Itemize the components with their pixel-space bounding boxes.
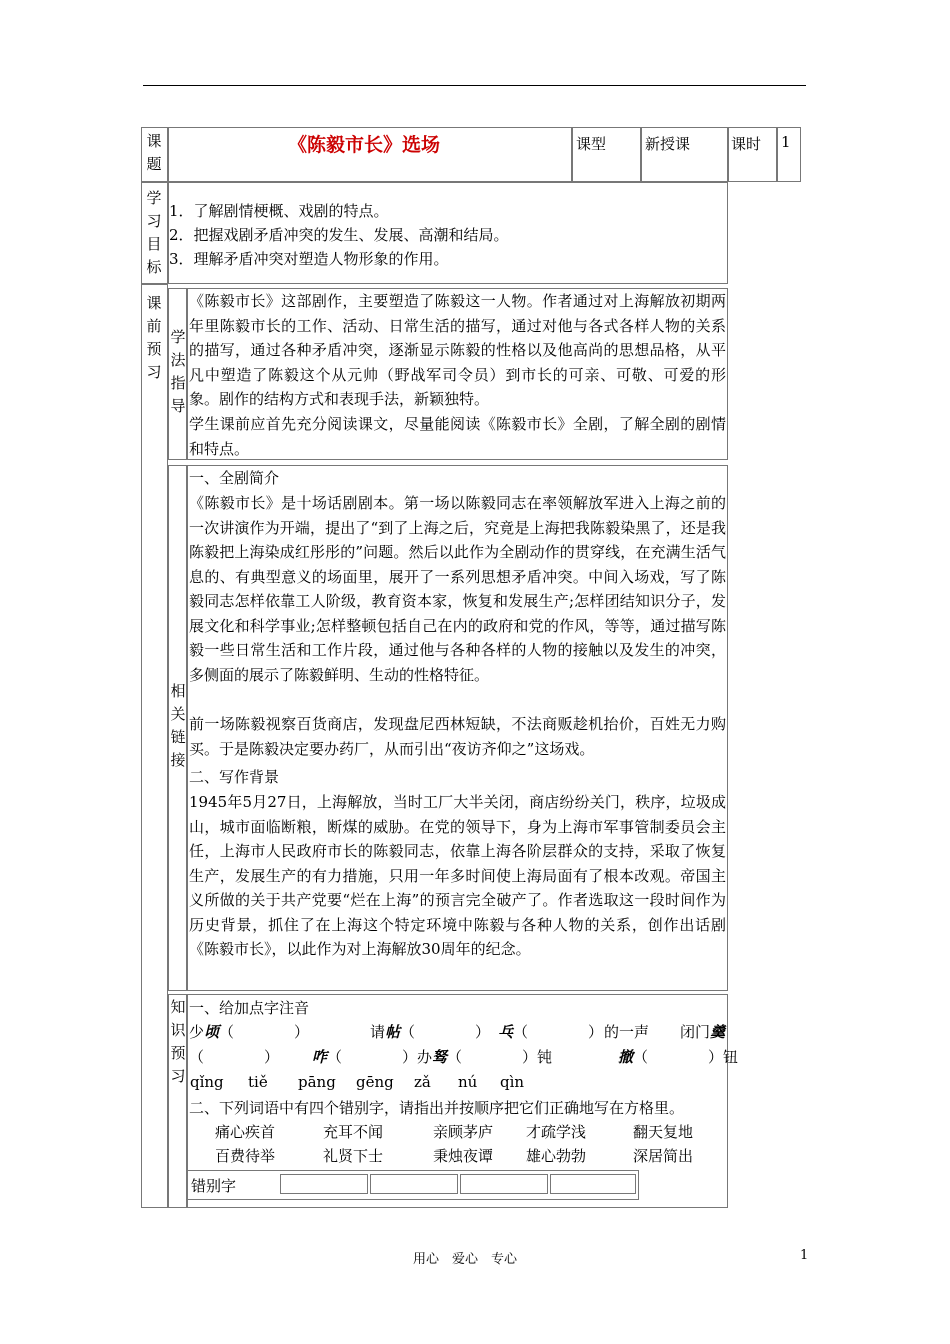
pinyin-question-row [189,1021,309,1042]
question-char: 闭门 [680,1023,711,1041]
pinyin-item: qìn [500,1073,525,1091]
method-label: 学法指导 [170,328,186,415]
word-item: 翻天复地 [633,1123,694,1141]
pinyin-item: nú [458,1073,478,1091]
question-char: 请 [370,1023,386,1041]
page-title: 《陈毅市长》选场 [288,134,441,156]
dotted-char: 乓 [498,1023,514,1041]
links-heading: 一、全剧简介 [189,469,280,487]
page-number: 1 [800,1248,809,1263]
dotted-char: 咋 [312,1048,328,1066]
type-label: 课型 [576,135,607,153]
links-paragraph: 1945年5月27日，上海解放，当时工厂大半关闭，商店纷纷关门，秩序，垃圾成山，城市面临断粮，断煤的威胁。在党的领导下，身为上海市军事管制委员会主任，上海市人民政府市长的陈毅同志，依靠上海各阶层群众的支持，采取了恢复生产，发展生产的有力措施，只用一年多时间使上海局面有了根本改观。帝国主义所做的关于共产党要“烂在上海”的预言完全破产了。作者选取这一段时间作为历史背景，抓住了在上海这个特定环境中陈毅与各种人物的关系，创作出话剧《陈毅市长》，以此作为对上海解放30周年的纪念。 [189,793,726,958]
footer-text: 用心 爱心 专心 [413,1252,518,1267]
objective-item: 3．理解矛盾冲突对塑造人物形象的作用。 [169,250,449,268]
pinyin-item: gēng [356,1073,394,1091]
dotted-char: 撤 [618,1048,634,1066]
pinyin-item: zǎ [414,1073,431,1091]
dotted-char: 帖 [385,1023,401,1041]
knowledge-heading: 二、下列词语中有四个错别字，请指出并按顺序把它们正确地写在方格里。 [189,1099,685,1117]
question-text: 的一声 [604,1023,650,1041]
dotted-char: 顷 [204,1023,220,1041]
answer-square[interactable] [370,1174,458,1194]
answer-square[interactable] [550,1174,636,1194]
answer-blank[interactable]: （ ） [189,1048,280,1066]
answer-square[interactable] [460,1174,548,1194]
dotted-char: 驽 [432,1048,448,1066]
word-item: 礼贤下士 [323,1147,384,1165]
method-paragraph: 学生课前应首先充分阅读课文，尽量能阅读《陈毅市长》全剧，了解全剧的剧情和特点。 [189,415,726,458]
objective-item: 2．把握戏剧矛盾冲突的发生、发展、高潮和结局。 [169,226,509,244]
pinyin-question-row [432,1046,552,1067]
label-topic: 课题 [146,132,162,173]
pinyin-question-row [370,1021,490,1042]
answer-blank[interactable]: （ ）钮 [633,1048,739,1066]
hours-label: 课时 [731,135,762,153]
word-item: 充耳不闻 [323,1123,384,1141]
answer-square[interactable] [280,1174,368,1194]
pinyin-item: pāng [298,1073,336,1091]
word-item: 亲顾茅庐 [433,1123,494,1141]
links-label: 相关链接 [170,682,186,769]
links-paragraph: 《陈毅市长》是十场话剧剧本。第一场以陈毅同志在率领解放军进入上海之前的一次讲演作为开端，提出了“到了上海之后，究竟是上海把我陈毅染黑了，还是我陈毅把上海染成红彤彤的”问题。然后以此作为全剧动作的贯穿线，在充满生活气息的、有典型意义的场面里，展开了一系列思想矛盾冲突。中间入场戏，写了陈毅同志怎样依靠工人阶级，教育资本家，恢复和发展生产;怎样团结知识分子，发展文化和科学事业;怎样整顿包括自己在内的政府和党的作风，等等，通过描写陈毅一些日常生活和工作片段，通过他与各种各样的人物的接触以及发生的冲突，多侧面的展示了陈毅鲜明、生动的性格特征。 [189,494,726,684]
answer-blank[interactable]: （ ） [513,1023,604,1041]
word-item: 痛心疾首 [215,1123,276,1141]
knowledge-label: 知识预习 [170,998,186,1085]
answer-blank[interactable]: （ ） [400,1023,491,1041]
links-heading: 二、写作背景 [189,768,280,786]
objective-item: 1．了解剧情梗概、戏剧的特点。 [169,202,389,220]
answer-label: 错别字 [191,1177,237,1195]
pinyin-question-row [312,1046,432,1067]
preview-label-cell [141,284,168,1208]
type-value: 新授课 [645,135,691,153]
answer-blank[interactable]: （ ）钝 [447,1048,553,1066]
word-item: 雄心勃勃 [526,1147,587,1165]
word-item: 深居简出 [633,1147,694,1165]
pinyin-question-row [618,1046,738,1067]
answer-blank[interactable]: （ ） [219,1023,310,1041]
word-item: 才疏学浅 [526,1123,587,1141]
pinyin-question-row [498,1021,603,1042]
hours-value: 1 [781,133,791,151]
dotted-char: 羹 [710,1023,726,1041]
method-paragraph: 《陈毅市长》这部剧作，主要塑造了陈毅这一人物。作者通过对上海解放初期两年里陈毅市长的工作、活动、日常生活的描写，通过对他与各式各样人物的关系的描写，通过各种矛盾冲突，逐渐显示陈毅的性格以及他高尚的思想品格，从平凡中塑造了陈毅这个从元帅（野战军司令员）到市长的可亲、可敬、可爱的形象。剧作的结构方式和表现手法，新颖独特。 [189,292,726,408]
pinyin-item: qǐng [190,1073,224,1091]
pinyin-question-row [680,1021,725,1042]
links-paragraph: 前一场陈毅视察百货商店，发现盘尼西林短缺，不法商贩趁机抬价，百姓无力购买。于是陈毅决定要办药厂，从而引出“夜访齐仰之”这场戏。 [189,715,726,758]
answer-blank[interactable]: （ ）办 [327,1048,433,1066]
preview-label: 课前预习 [146,294,162,381]
word-item: 百费待举 [215,1147,276,1165]
word-item: 秉烛夜谭 [433,1147,494,1165]
header-rule [143,85,806,86]
objectives-label: 学习目标 [146,189,162,276]
knowledge-heading: 一、给加点字注音 [189,999,310,1017]
question-char: 少 [189,1023,205,1041]
pinyin-item: tiě [248,1073,268,1091]
